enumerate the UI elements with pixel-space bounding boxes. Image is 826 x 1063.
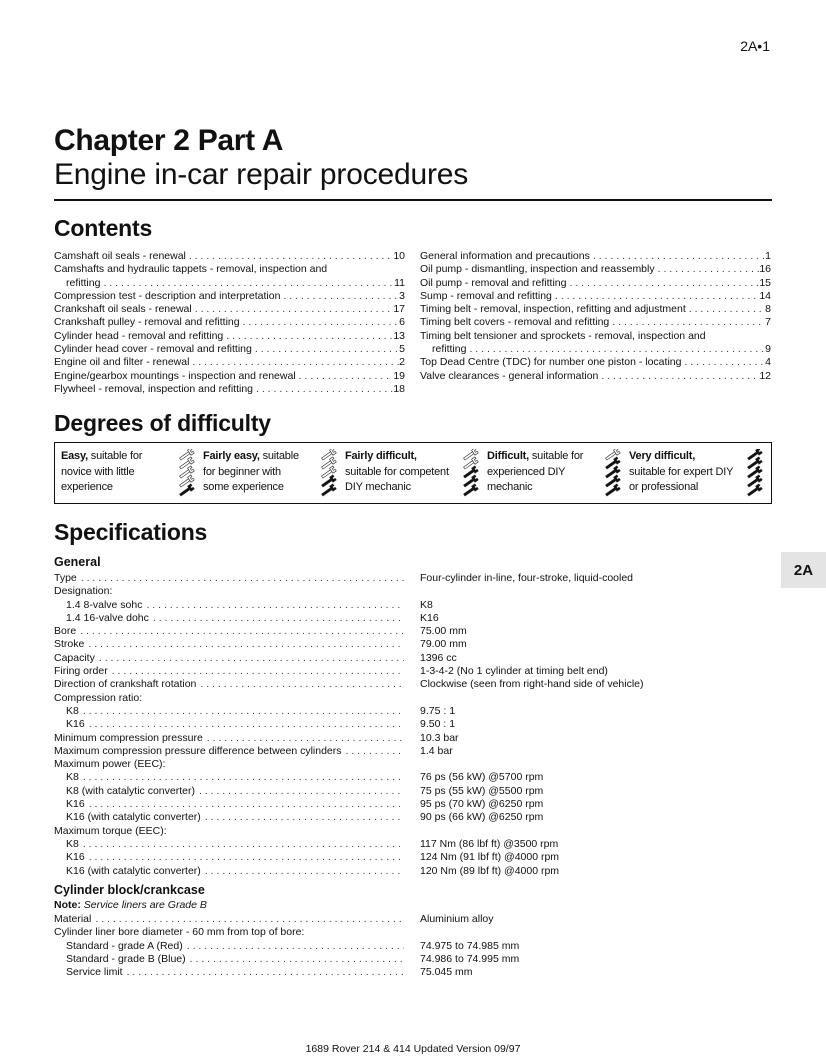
contents-entry-page: 5 [399,343,405,356]
contents-entry [420,303,771,316]
spec-row [54,811,772,824]
contents-entry-page: 18 [393,382,405,395]
spanner-rating-icon [317,449,339,497]
spec-label-text: K8 [66,704,79,717]
spec-label-text: Stroke [54,638,85,651]
difficulty-level-text [203,449,317,503]
spec-label [54,953,404,966]
spec-value: K16 [420,611,439,624]
contents-entry-page: 7 [765,316,771,329]
spec-label-text: Maximum compression pressure difference between cylinders [54,744,342,757]
spec-row [54,913,772,926]
contents-entry [54,383,405,396]
spec-value: 95 ps (70 kW) @6250 rpm [420,798,544,811]
cylinder-block-note [54,899,207,911]
contents-entry-title: Compression test - description and interpretation [54,289,281,302]
difficulty-desc: suitable for [87,450,143,462]
contents-entry-title: Camshafts and hydraulic tappets - removal, inspection and [54,263,328,276]
spec-label-text: Standard - grade A (Red) [66,939,183,952]
leader-dots [609,316,765,329]
contents-entry-title: Cylinder head cover - removal and refitting [54,343,252,356]
spec-label-text: K8 (with catalytic converter) [66,784,195,797]
leader-dots [566,277,759,290]
spec-label-text: K8 [66,771,79,784]
difficulty-label: Difficult, [487,450,529,462]
leader-dots [95,652,404,665]
contents-entry-title: Oil pump - removal and refitting [420,276,567,289]
difficulty-label: Fairly easy, [203,450,260,462]
difficulty-table [54,442,772,504]
spec-row [54,718,772,731]
spec-label-text: Minimum compression pressure [54,731,203,744]
leader-dots [598,370,759,383]
spec-row [54,771,772,784]
spec-row [54,865,772,878]
difficulty-level-text [487,449,601,503]
contents-entry-page: 10 [393,250,405,262]
spec-label-text: 1.4 16-valve dohc [66,611,149,624]
difficulty-level-text [629,449,743,503]
contents-heading: Contents [54,215,153,241]
leader-dots [183,940,404,953]
spec-label [54,811,404,824]
spec-label-text: K8 [66,837,79,850]
spec-label [54,745,404,758]
spanner-rating-icon [459,449,481,497]
spec-label [54,926,404,939]
spec-label-text: K16 (with catalytic converter) [66,864,201,877]
section-tab: 2A [781,552,826,588]
spec-row [54,638,772,651]
spec-row [54,585,772,598]
contents-entry-title: Oil pump - dismantling, inspection and reassembly [420,263,655,276]
leader-dots [192,303,394,316]
difficulty-level [487,449,629,503]
difficulty-line-3: experience [61,481,113,494]
leader-dots [189,356,399,369]
spec-label [54,625,404,638]
contents-entry [420,330,771,343]
contents-entry-title: refitting [432,343,467,356]
leader-dots [79,705,404,718]
title-divider [54,199,772,201]
leader-dots [681,356,765,369]
difficulty-line-1 [203,449,317,465]
contents-entry-page: 9 [765,343,771,356]
leader-dots [203,732,404,745]
leader-dots [296,370,394,383]
spec-row [54,692,772,705]
note-label: Note: [54,899,81,911]
spec-value: Four-cylinder in-line, four-stroke, liquid-cooled [420,572,634,584]
leader-dots [240,316,400,329]
spec-label [54,825,404,838]
contents-entry-title: Sump - removal and refitting [420,289,552,302]
difficulty-line-3: DIY mechanic [345,481,411,494]
leader-dots [100,277,394,290]
spec-value: 9.50 : 1 [420,718,456,731]
spec-label [54,718,404,731]
difficulty-level [61,449,203,503]
leader-dots [79,838,404,851]
difficulty-label: Fairly difficult, [345,450,417,462]
spec-label-text: Capacity [54,651,95,664]
spec-value: 90 ps (66 kW) @6250 rpm [420,811,544,824]
contents-entry [420,290,771,303]
contents-entry-title: Timing belt tensioner and sprockets - removal, inspection and [420,329,706,342]
difficulty-level [629,449,771,503]
contents-entry [420,370,771,383]
difficulty-desc: suitable [259,450,299,462]
leader-dots [186,250,393,263]
cylinder-block-heading: Cylinder block/crankcase [54,883,205,897]
spec-value: 74.975 to 74.985 mm [420,939,520,952]
spec-label-text: Service limit [66,966,123,979]
spec-label-text: Type [54,572,77,584]
spec-label-text: Material [54,913,92,925]
leader-dots [280,290,399,303]
spec-label-text: Bore [54,625,77,638]
spec-label [54,798,404,811]
spec-row [54,940,772,953]
spec-value: 124 Nm (91 lbf ft) @4000 rpm [420,851,560,864]
spec-label-text: Firing order [54,665,108,678]
spec-row [54,612,772,625]
contents-entry-title: Cylinder head - removal and refitting [54,329,224,342]
leader-dots [655,263,760,276]
difficulty-label: Easy, [61,450,88,462]
spec-label-text: Cylinder liner bore diameter - 60 mm from top of bore: [54,926,305,939]
spec-label [54,771,404,784]
spec-label [54,966,404,979]
contents-entry-page: 13 [393,329,405,342]
spec-value: 75.045 mm [420,966,473,979]
leader-dots [552,290,759,303]
contents-entry-title: Crankshaft oil seals - renewal [54,303,192,316]
spec-row [54,825,772,838]
spec-value: 75.00 mm [420,625,467,638]
leader-dots [252,343,399,356]
leader-dots [84,638,404,651]
contents-entry-title: Crankshaft pulley - removal and refitting [54,316,240,329]
spec-label [54,638,404,651]
spec-value: 79.00 mm [420,638,467,651]
spec-label [54,692,404,705]
spec-row [54,745,772,758]
leader-dots [142,599,404,612]
contents-entry-title: refitting [66,276,101,289]
contents-entry-page: 6 [399,316,405,329]
spec-label [54,851,404,864]
difficulty-heading: Degrees of difficulty [54,410,271,436]
note-text: Service liners are Grade B [80,899,207,911]
contents-right-column [420,250,771,383]
contents-entry-page: 16 [759,263,771,276]
spec-row [54,652,772,665]
spec-label [54,585,404,598]
leader-dots [590,250,765,263]
leader-dots [201,811,404,824]
spec-label-text: K16 [66,718,85,731]
spec-row [54,705,772,718]
contents-entry-page: 15 [759,276,771,289]
contents-entry [54,330,405,343]
leader-dots [195,785,404,798]
contents-entry [54,370,405,383]
spec-row [54,758,772,771]
spec-row [54,851,772,864]
spec-label [54,940,404,953]
contents-entry-page: 17 [393,303,405,316]
spec-value: K8 [420,598,433,611]
spec-value: 74.986 to 74.995 mm [420,952,520,965]
contents-entry-title: Flywheel - removal, inspection and refitting [54,382,254,395]
spec-label-text: Designation: [54,585,113,598]
spec-label-text: Maximum torque (EEC): [54,824,167,837]
contents-entry-title: Valve clearances - general information [420,369,599,382]
difficulty-line-1 [345,449,459,465]
spec-label [54,785,404,798]
spec-row [54,572,772,585]
contents-entry-page: 11 [394,276,405,289]
spec-row [54,966,772,979]
specifications-heading: Specifications [54,519,208,545]
general-heading: General [54,555,101,569]
contents-entry-title: Timing belt covers - removal and refitting [420,316,610,329]
spec-value: 117 Nm (86 lbf ft) @3500 rpm [420,837,559,850]
leader-dots [186,953,404,966]
spec-value: 9.75 : 1 [420,704,456,717]
contents-entry-title: Engine/gearbox mountings - inspection and renewal [54,369,296,382]
spec-label [54,732,404,745]
difficulty-line-2: suitable for expert DIY [629,465,734,478]
spec-row [54,732,772,745]
contents-entry [420,277,771,290]
spec-value: 75 ps (55 kW) @5500 rpm [420,784,544,797]
spec-row [54,625,772,638]
spec-value: Clockwise (seen from right-hand side of vehicle) [420,678,644,691]
leader-dots [253,383,393,396]
spanner-rating-icon [175,449,197,497]
contents-entry [420,316,771,329]
page-footer: 1689 Rover 214 & 414 Updated Version 09/97 [305,1043,521,1055]
contents-entry-title: Timing belt - removal, inspection, refitting and adjustment [420,303,686,316]
leader-dots [342,745,404,758]
spec-label-text: K16 [66,798,85,811]
spec-label-text: Maximum power (EEC): [54,758,166,771]
spec-row [54,838,772,851]
spec-label [54,705,404,718]
leader-dots [79,771,404,784]
spec-value: 1-3-4-2 (No 1 cylinder at timing belt end) [420,665,608,678]
contents-entry [54,263,405,276]
difficulty-line-3: mechanic [487,481,533,494]
spec-row [54,785,772,798]
contents-entry-title: Camshaft oil seals - renewal [54,250,186,262]
spec-label [54,865,404,878]
contents-entry-title: General information and precautions [420,250,590,262]
spec-label [54,612,404,625]
leader-dots [149,612,404,625]
difficulty-line-1 [487,449,601,465]
spec-row [54,599,772,612]
spec-label-text: K16 (with catalytic converter) [66,811,201,824]
spec-label-text: Standard - grade B (Blue) [66,952,186,965]
spec-label [54,599,404,612]
contents-entry-page: 19 [393,369,405,382]
contents-entry [54,250,405,263]
spec-label [54,758,404,771]
contents-left-column [54,250,405,396]
contents-entry [420,356,771,369]
contents-entry [420,343,771,356]
contents-entry-page: 12 [759,369,771,382]
contents-entry [54,277,405,290]
spec-label [54,678,404,691]
leader-dots [85,798,404,811]
leader-dots [123,966,404,979]
difficulty-line-2: for beginner with [203,465,281,478]
spec-label [54,838,404,851]
spec-label [54,572,404,585]
leader-dots [466,343,765,356]
spec-value: 1396 cc [420,651,457,664]
spec-value: 120 Nm (89 lbf ft) @4000 rpm [420,864,560,877]
leader-dots [223,330,393,343]
difficulty-line-2: experienced DIY [487,465,566,478]
cylinder-block-specs-table [54,913,772,979]
spec-row [54,926,772,939]
difficulty-line-2: novice with little [61,465,135,478]
spec-value: 10.3 bar [420,731,459,744]
spec-label [54,652,404,665]
spec-value: 1.4 bar [420,744,453,757]
difficulty-level [345,449,487,503]
leader-dots [91,913,404,926]
difficulty-level [203,449,345,503]
contents-entry-page: 3 [399,289,405,302]
spec-row [54,798,772,811]
contents-entry [420,263,771,276]
spec-label-text: K16 [66,851,85,864]
spanner-rating-icon [601,449,623,497]
chapter-title: Chapter 2 Part A [54,124,284,157]
leader-dots [201,865,404,878]
contents-entry-page: 14 [759,289,771,302]
difficulty-label: Very difficult, [629,450,696,462]
leader-dots [85,718,404,731]
spec-row [54,678,772,691]
difficulty-line-2: suitable for competent [345,465,449,478]
spec-value: Aluminium alloy [420,913,494,925]
spec-row [54,665,772,678]
leader-dots [108,665,404,678]
contents-entry [54,290,405,303]
spec-label-text: Direction of crankshaft rotation [54,678,197,691]
spanner-rating-icon [743,449,765,497]
difficulty-line-3: or professional [629,481,699,494]
contents-entry-page: 2 [399,356,405,369]
difficulty-line-1 [61,449,175,465]
contents-entry [54,343,405,356]
leader-dots [76,625,404,638]
contents-entry-page: 4 [765,356,771,369]
contents-entry-title: Top Dead Centre (TDC) for number one piston - locating [420,356,682,369]
leader-dots [686,303,765,316]
difficulty-line-3: some experience [203,481,284,494]
spec-label-text: Compression ratio: [54,691,143,704]
contents-entry-page: 1 [765,250,771,262]
contents-entry [54,316,405,329]
leader-dots [196,678,404,691]
leader-dots [85,851,404,864]
contents-entry [54,303,405,316]
difficulty-level-text [61,449,175,503]
contents-entry-title: Engine oil and filter - renewal [54,356,190,369]
spec-label-text: 1.4 8-valve sohc [66,598,143,611]
chapter-subtitle: Engine in-car repair procedures [54,158,469,191]
contents-entry [54,356,405,369]
spec-value: 76 ps (56 kW) @5700 rpm [420,771,544,784]
page-number: 2A•1 [740,38,770,54]
general-specs-table [54,572,772,878]
difficulty-line-1 [629,449,743,465]
spec-label [54,665,404,678]
difficulty-desc: suitable for [529,450,584,462]
contents-entry-page: 8 [765,303,771,316]
leader-dots [77,572,404,585]
spec-row [54,953,772,966]
spec-label [54,913,404,926]
difficulty-level-text [345,449,459,503]
contents-entry [420,250,771,263]
